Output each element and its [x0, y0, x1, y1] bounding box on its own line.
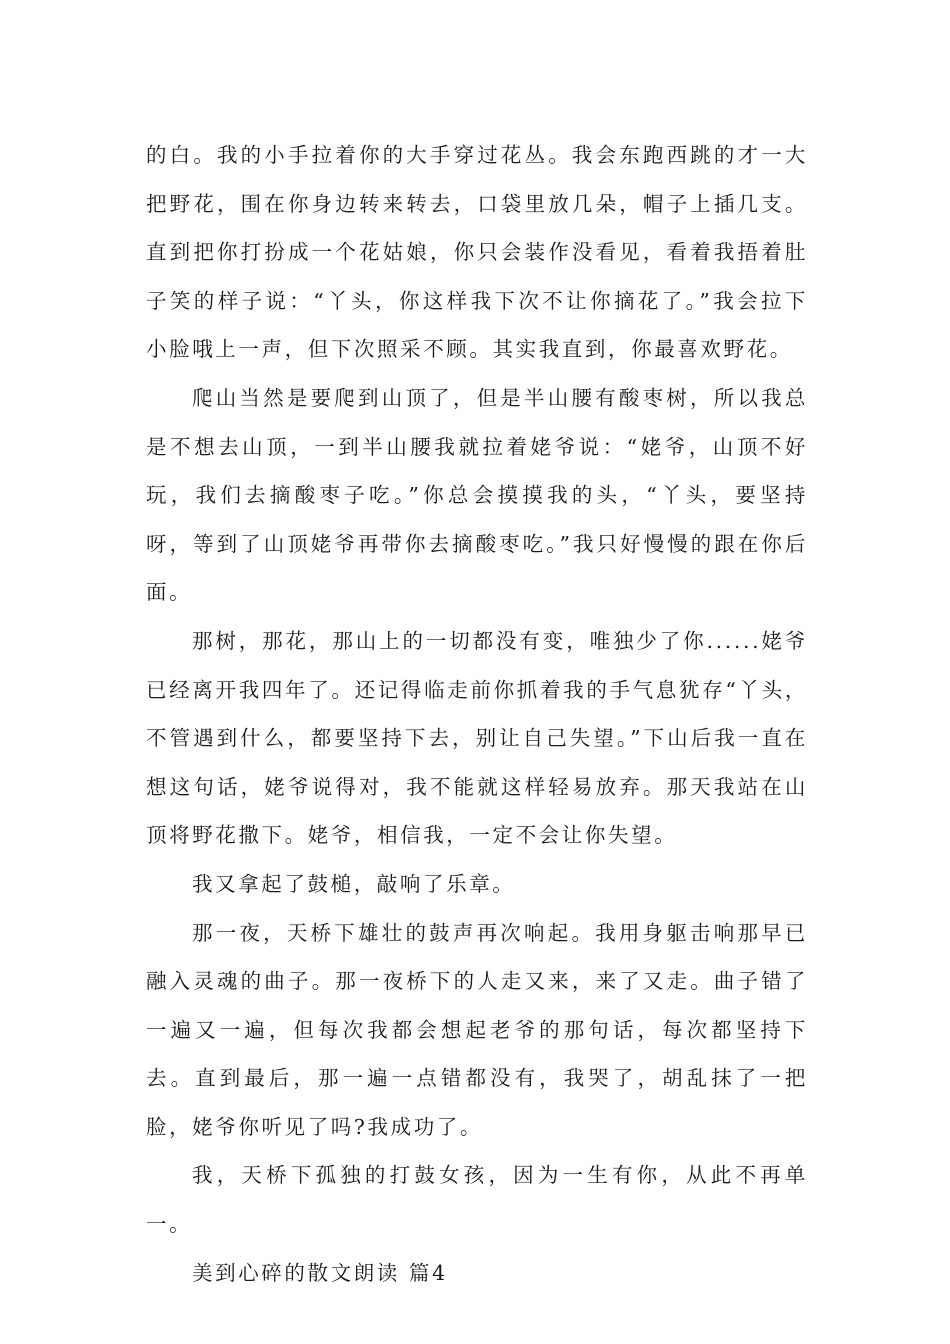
paragraph-2: 爬山当然是要爬到山顶了，但是半山腰有酸枣树，所以我总是不想去山顶，一到半山腰我就拉着姥爷说：“姥爷，山顶不好玩，我们去摘酸枣子吃。”你总会摸摸我的头，“丫头，要坚持呀，等到了山顶姥爷再带你去摘酸枣吃。”我只好慢慢的跟在你后面。	[146, 385, 808, 605]
paragraph-6: 我，天桥下孤独的打鼓女孩，因为一生有你，从此不再单一。	[146, 1163, 808, 1237]
paragraph-1: 的白。我的小手拉着你的大手穿过花丛。我会东跑西跳的才一大把野花，围在你身边转来转去，口袋里放几朵，帽子上插几支。直到把你打扮成一个花姑娘，你只会装作没看见，看着我捂着肚子笑的样子说：“丫头，你这样我下次不让你摘花了。”我会拉下小脸哦上一声，但下次照采不顾。其实我直到，你最喜欢野花。	[146, 143, 808, 362]
section-heading: 美到心碎的散文朗读 篇4	[192, 1260, 448, 1285]
paragraph-3: 那树，那花，那山上的一切都没有变，唯独少了你......姥爷已经离开我四年了。还记得临走前你抓着我的手气息犹存“丫头，不管遇到什么，都要坚持下去，别让自己失望。”下山后我一直在想这句话，姥爷说得对，我不能就这样轻易放弃。那天我站在山顶将野花撒下。姥爷，相信我，一定不会让你失望。	[146, 628, 808, 848]
document-body	[146, 131, 808, 1297]
paragraph-4: 我又拿起了鼓槌，敲响了乐章。	[192, 871, 516, 896]
paragraph-5: 那一夜，天桥下雄壮的鼓声再次响起。我用身躯击响那早已融入灵魂的曲子。那一夜桥下的人走又来，来了又走。曲子错了一遍又一遍，但每次我都会想起老爷的那句话，每次都坚持下去。直到最后，那一遍一点错都没有，我哭了，胡乱抹了一把脸，姥爷你听见了吗?我成功了。	[146, 920, 808, 1139]
